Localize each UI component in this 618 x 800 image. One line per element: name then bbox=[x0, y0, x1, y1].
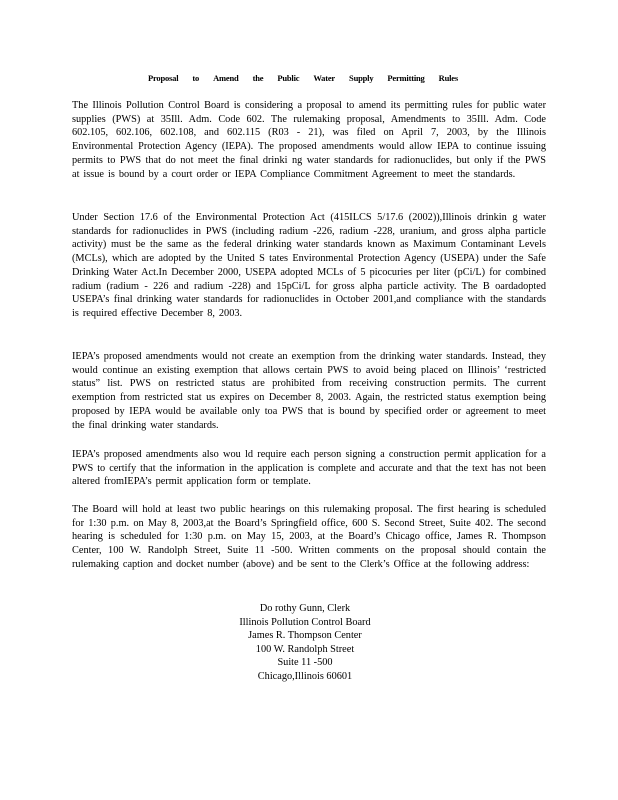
address-line: 100 W. Randolph Street bbox=[255, 643, 355, 655]
address-line: Do rothy Gunn, Clerk bbox=[259, 603, 351, 614]
title-word: Permitting bbox=[387, 73, 425, 83]
title-word: to bbox=[192, 73, 200, 83]
address-line: Suite 11 -500 bbox=[277, 657, 333, 669]
address-line: Illinois Pollution Control Board bbox=[239, 616, 371, 628]
title-word: Supply bbox=[349, 73, 374, 83]
document-title bbox=[72, 73, 546, 83]
title-word: Public bbox=[277, 73, 300, 83]
paragraph-proposal-overview: The Illinois Pollution Control Board is considering a proposal to amend its permitting rules for public water supplies (PWS) at 35Ill. Adm. Code 602. The rulemaking proposal, Amendments to 35Ill. Adm. Code 602.105, 602.106, 602.108, and 602.115 (R03 - 21), was filed on April 7, 2003, by the Illinois Environmental Protection Agency (IEPA). The proposed amendments would allow IEPA to continue issuing permits to PWS that do not meet the final drinki ng water standards for radionuclides, but only if the PWS at issue is bound by a court order or IEPA Compliance Commitment Agreement to meet the standards. bbox=[72, 100, 546, 180]
title-word: the bbox=[252, 73, 264, 83]
mailing-address bbox=[190, 602, 420, 684]
title-word: Water bbox=[313, 73, 336, 83]
paragraph-permit-certification: IEPA’s proposed amendments also wou ld require each person signing a construction permit application for a PWS to certify that the information in the application is complete and accurate and that the text has not been altered fromIEPA’s permit application form or template. bbox=[72, 449, 546, 488]
paragraph-radionuclide-standards: Under Section 17.6 of the Environmental Protection Act (415ILCS 5/17.6 (2002)),Illinois drinkin g water standards for radionuclides in PWS (including radium -226, radium -228, uranium, and gross alpha particle activity) must be the same as the federal drinking water standards known as Maximum Contaminant Levels (MCLs), which are adopted by the United S tates Environmental Protection Agency (USEPA) under the Safe Drinking Water Act.In December 2000, USEPA adopted MCLs of 5 picocuries per liter (pCi/L) for combined radium (radium - 226 and radium -228) and 15pCi/L for gross alpha particle activity. The B oardadopted USEPA’s final drinking water standards for radionuclides in October 2001,and compliance with the standards is required effective December 8, 2003. bbox=[72, 212, 546, 319]
paragraph-public-hearings: The Board will hold at least two public hearings on this rulemaking proposal. The first hearing is scheduled for 1:30 p.m. on May 8, 2003,at the Board’s Springfield office, 600 S. Second Street, Suite 402. The second hearing is scheduled for 1:30 p.m. on May 15, 2003, at the Board’s Chicago office, James R. Thompson Center, 100 W. Randolph Street, Suite 11 -500. Written comments on the proposal should contain the rulemaking caption and docket number (above) and be sent to the Clerk’s Office at the following address: bbox=[72, 504, 546, 570]
title-word: Proposal bbox=[148, 73, 179, 83]
title-word: Amend bbox=[213, 73, 239, 83]
paragraph-restricted-status-exemption: IEPA’s proposed amendments would not create an exemption from the drinking water standards. Instead, they would continue an existing exemption that allows certain PWS to avoid being placed on Illinois’ ‘restricted status” list. PWS on restricted status are prohibited from receiving construction permits. The current exemption from restricted stat us expires on December 8, 2003. Again, the restricted status exemption being proposed by IEPA would be available only toa PWS that is bound by specified order or agreement to meet the final drinking water standards. bbox=[72, 351, 546, 431]
address-line: James R. Thompson Center bbox=[248, 630, 362, 642]
address-line: Chicago,Illinois 60601 bbox=[257, 670, 353, 682]
title-word: Rules bbox=[438, 73, 458, 83]
